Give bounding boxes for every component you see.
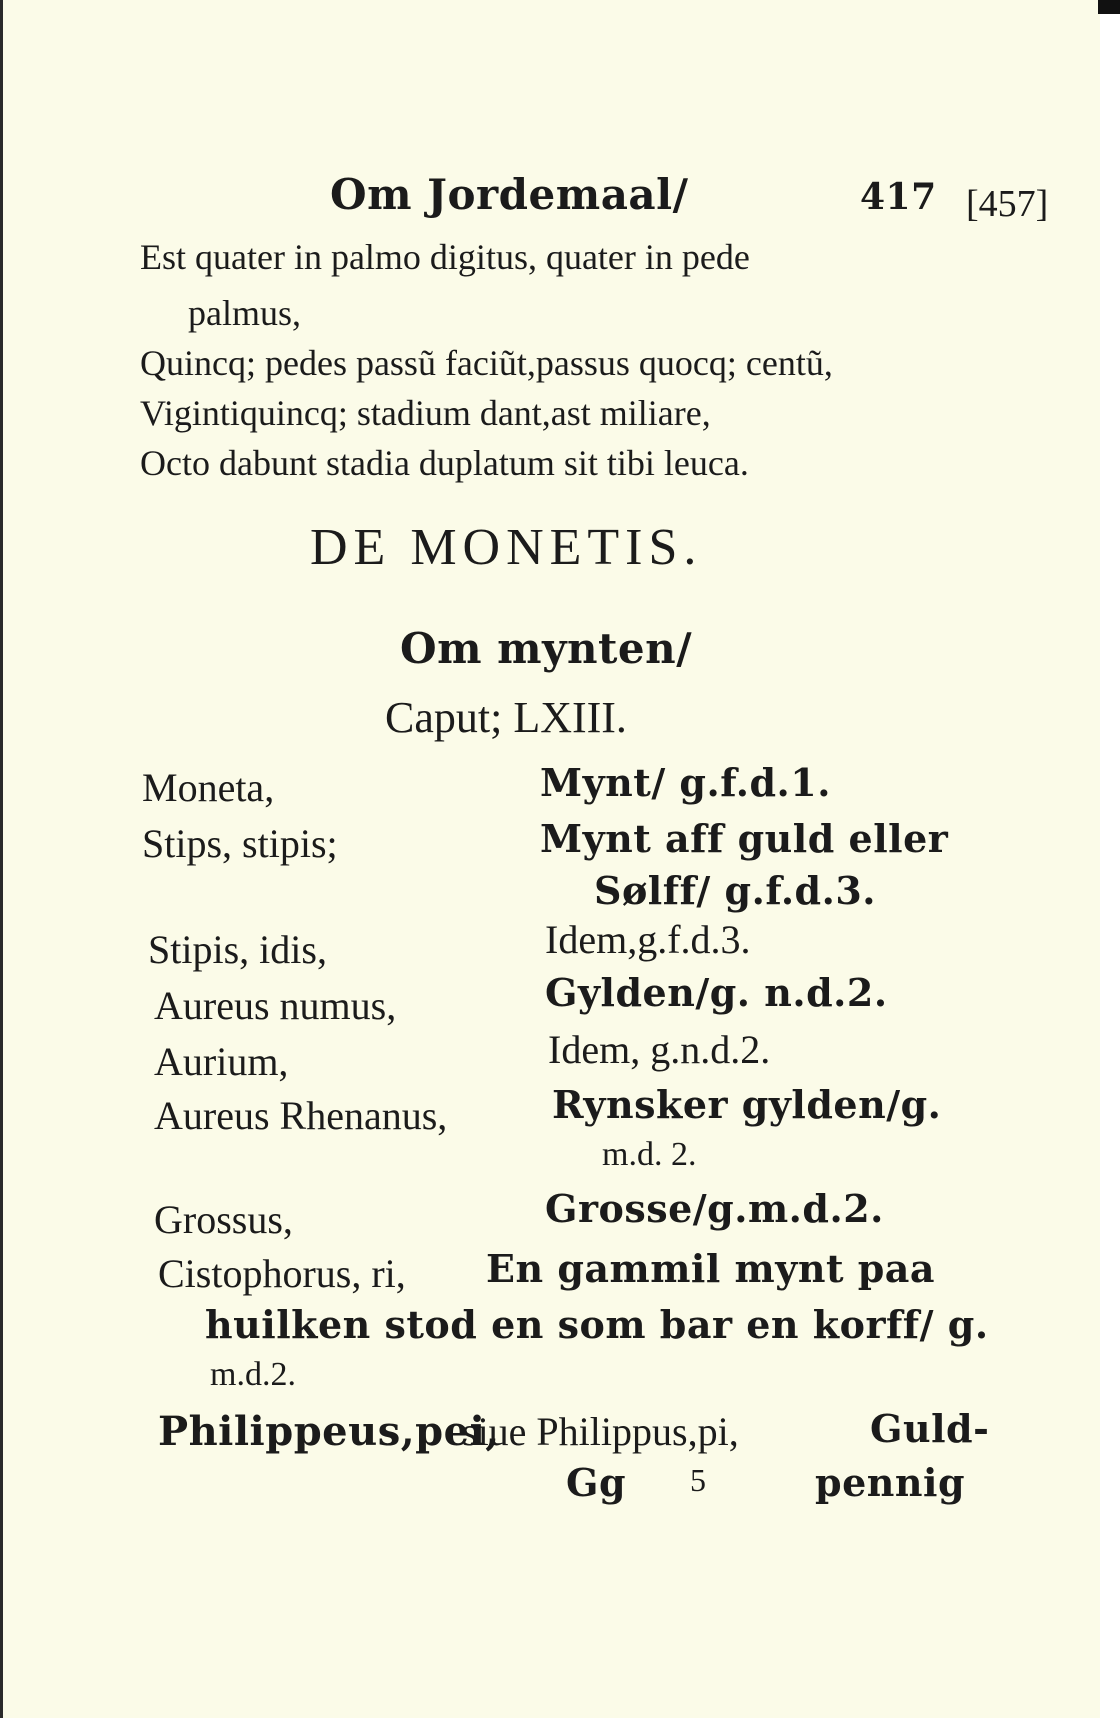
- signature-number: 5: [690, 1462, 706, 1498]
- running-head: Om Jordemaal/: [330, 170, 689, 219]
- latin-term: Moneta,: [142, 765, 275, 810]
- verse-line: Octo dabunt stadia duplatum sit tibi leuca.: [140, 443, 749, 483]
- verse-line: Vigintiquincq; stadium dant,ast miliare,: [140, 393, 711, 433]
- printed-page-number: 417: [860, 176, 937, 218]
- danish-gloss: Mynt/ g.f.d.1.: [540, 760, 831, 805]
- latin-term: Philippeus,pei,: [158, 1408, 500, 1455]
- catchword: pennig: [815, 1460, 966, 1505]
- latin-term: Grossus,: [154, 1197, 293, 1242]
- latin-term: Aureus numus,: [154, 983, 397, 1028]
- danish-gloss: Gylden/g. n.d.2.: [545, 970, 888, 1015]
- latin-term: Aurium,: [154, 1039, 289, 1084]
- latin-term: Aureus Rhenanus,: [154, 1093, 448, 1138]
- page-right-margin: [1100, 0, 1120, 1718]
- verse-line: Quincq; pedes passũ faciũt,passus quocq; centũ,: [140, 343, 833, 383]
- danish-gloss-continued: Sølff/ g.f.d.3.: [594, 868, 877, 913]
- latin-term: Stipis, idis,: [148, 927, 327, 972]
- danish-gloss: Mynt aff guld eller: [540, 816, 949, 861]
- section-title: DE MONETIS.: [310, 519, 703, 576]
- danish-gloss: Rynsker gylden/g.: [552, 1082, 942, 1127]
- danish-gloss: En gammil mynt paa: [486, 1246, 936, 1291]
- danish-gloss: Guld-: [870, 1406, 990, 1451]
- latin-term: Stips, stipis;: [142, 821, 338, 866]
- danish-gloss: Grosse/g.m.d.2.: [545, 1186, 884, 1231]
- latin-term: Cistophorus, ri,: [158, 1251, 406, 1296]
- danish-gloss-continued: m.d. 2.: [602, 1136, 697, 1173]
- latin-variant: siue Philippus,pi,: [462, 1409, 739, 1454]
- corner-mark: [1098, 0, 1120, 14]
- danish-gloss-continued: m.d.2.: [210, 1356, 296, 1393]
- verse-line: palmus,: [188, 293, 301, 333]
- danish-gloss: Idem, g.n.d.2.: [548, 1027, 771, 1072]
- verse-line: Est quater in palmo digitus, quater in pede: [140, 237, 750, 277]
- danish-gloss-continued: huilken stod en som bar en korff/ g.: [205, 1302, 989, 1347]
- chapter-heading: Caput; LXIII.: [385, 693, 627, 742]
- archive-page-number: [457]: [966, 183, 1049, 225]
- signature-mark: Gg: [566, 1460, 627, 1505]
- danish-gloss: Idem,g.f.d.3.: [545, 917, 751, 962]
- page-left-edge: [0, 0, 3, 1718]
- section-subtitle: Om mynten/: [400, 624, 693, 673]
